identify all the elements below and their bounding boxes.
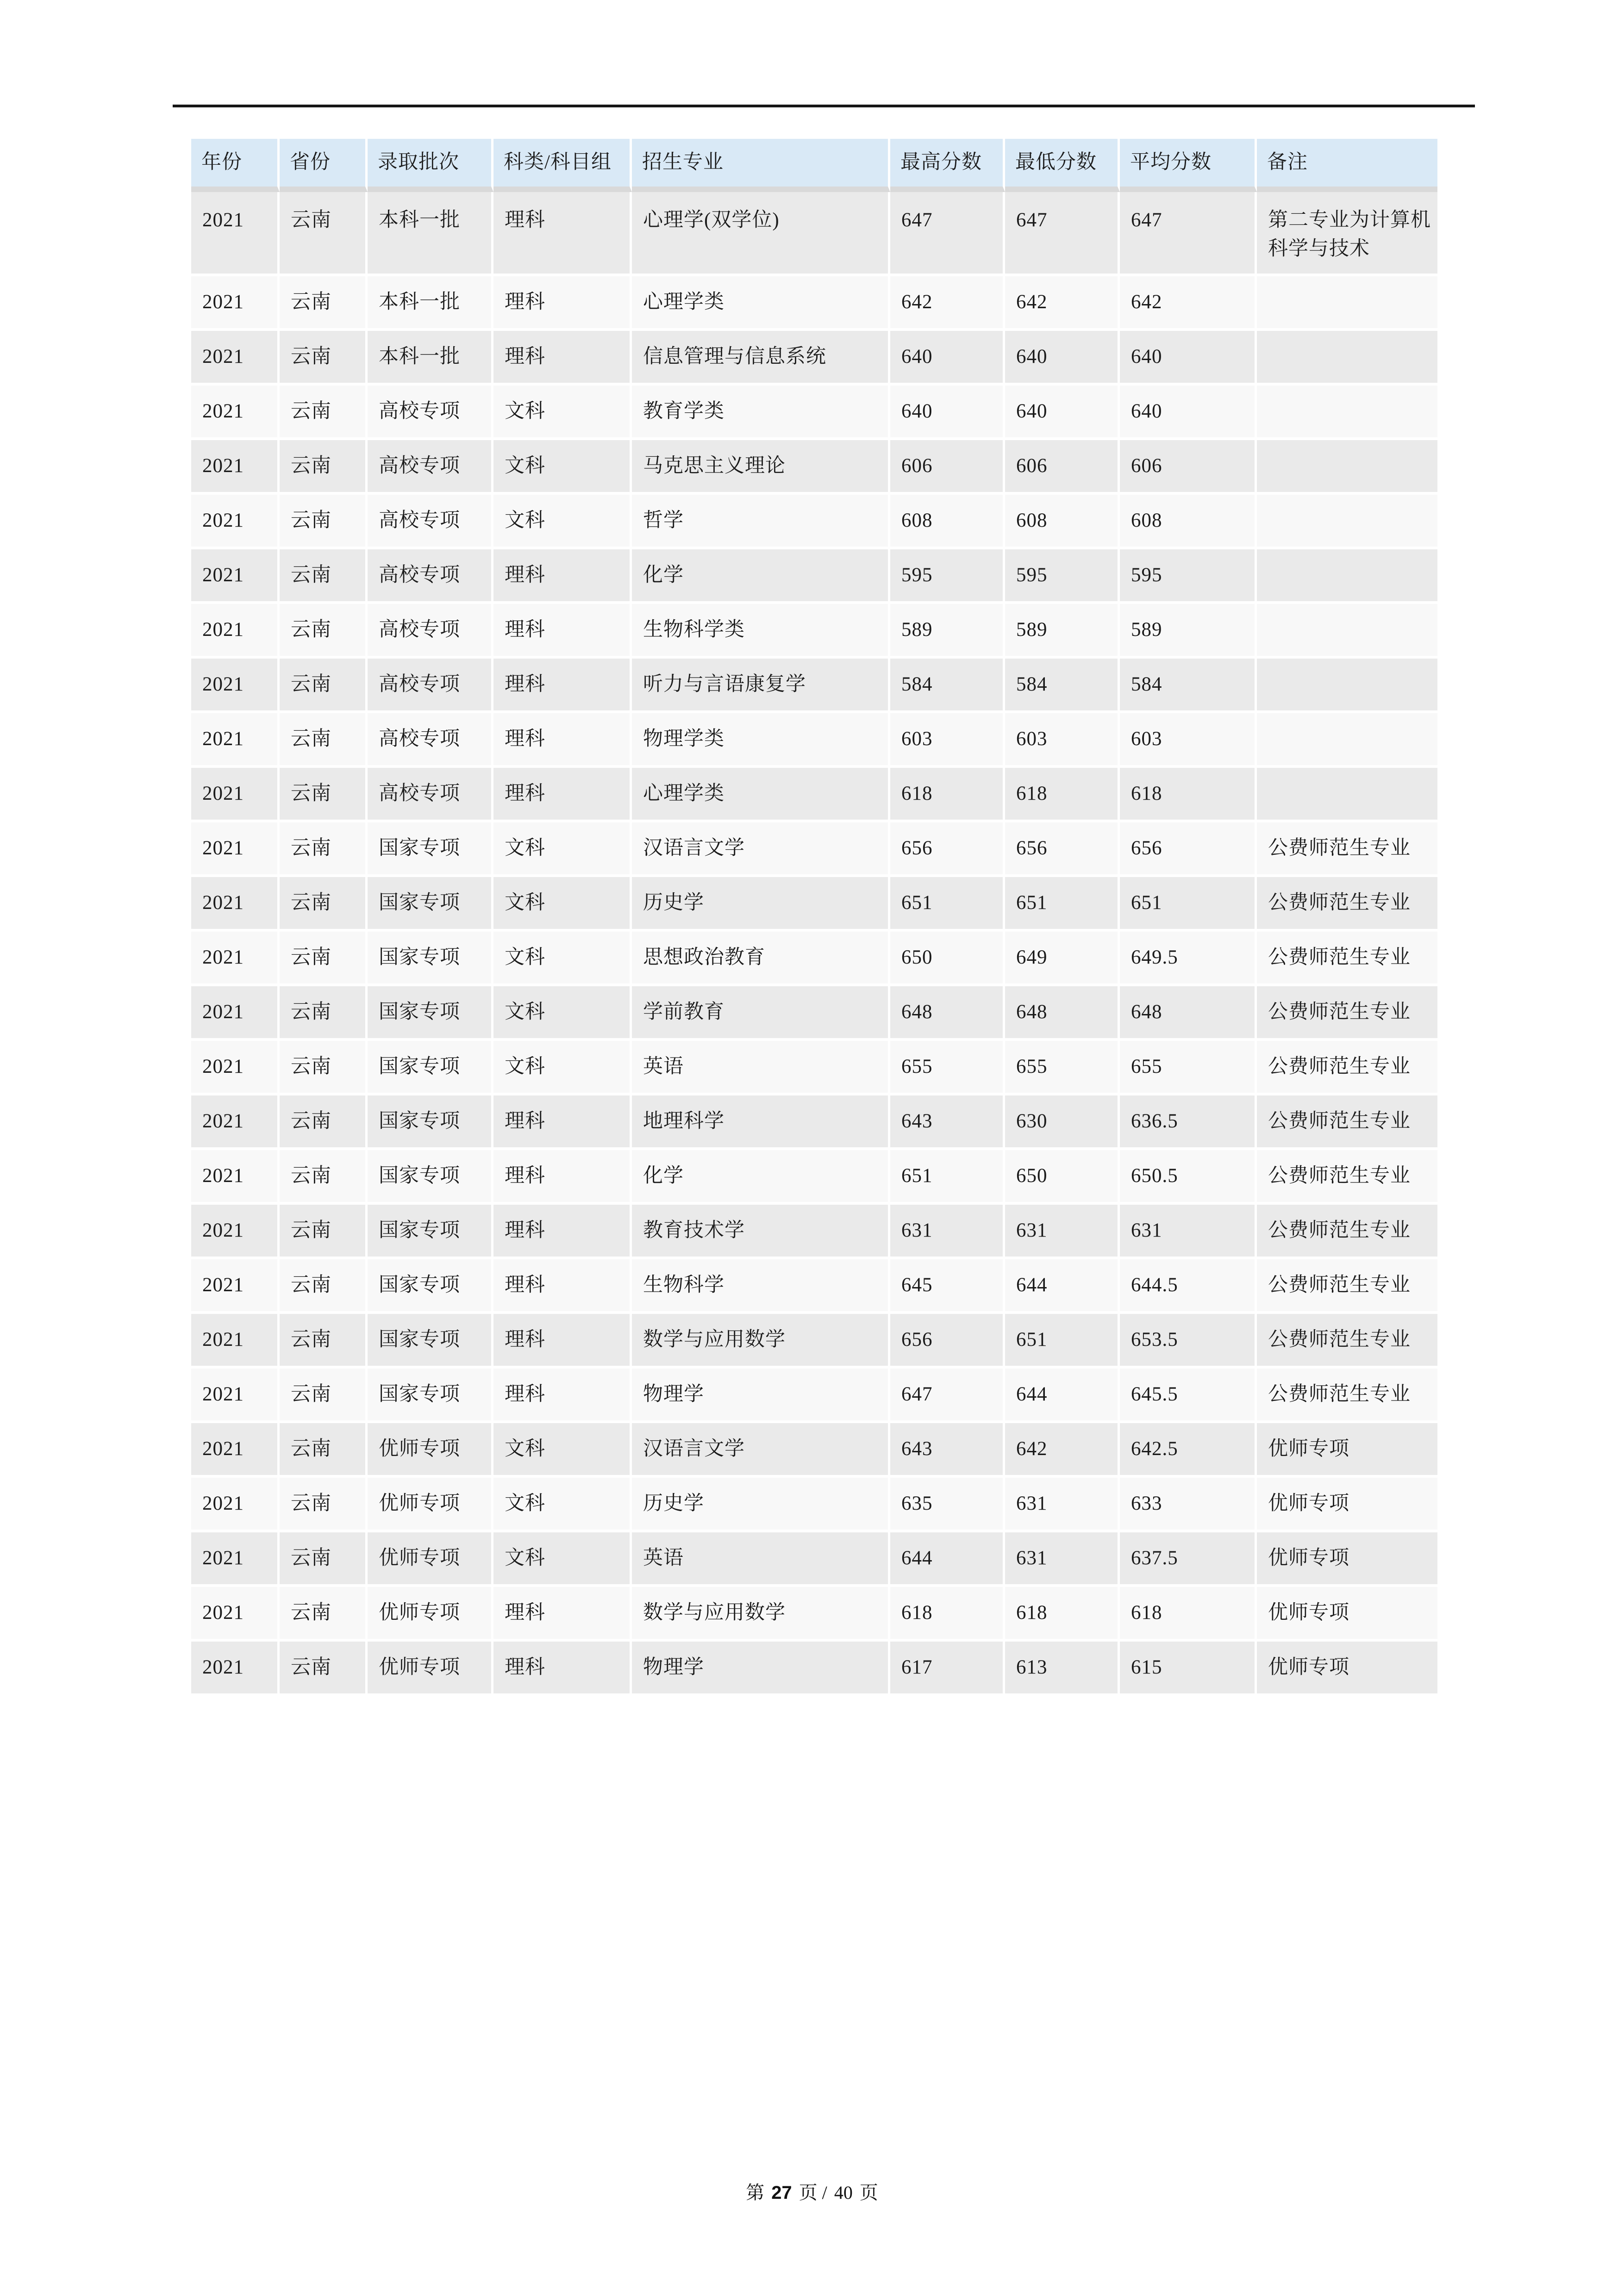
cell-min_score: 644: [1005, 1369, 1120, 1423]
cell-province: 云南: [280, 549, 368, 604]
footer-prefix: 第: [746, 2182, 765, 2203]
cell-province: 云南: [280, 1095, 368, 1150]
cell-min_score: 648: [1005, 986, 1120, 1041]
cell-avg_score: 647: [1120, 192, 1257, 276]
cell-province: 云南: [280, 192, 368, 276]
cell-batch: 高校专项: [368, 604, 493, 659]
cell-max_score: 643: [890, 1095, 1005, 1150]
cell-batch: 高校专项: [368, 386, 493, 440]
cell-subject_group: 理科: [493, 331, 632, 386]
cell-remark: [1257, 386, 1437, 440]
cell-subject_group: 文科: [493, 877, 632, 932]
cell-remark: 公费师范生专业: [1257, 1205, 1437, 1259]
cell-batch: 国家专项: [368, 1095, 493, 1150]
cell-avg_score: 636.5: [1120, 1095, 1257, 1150]
cell-major: 心理学(双学位): [632, 192, 890, 276]
cell-batch: 国家专项: [368, 877, 493, 932]
cell-major: 信息管理与信息系统: [632, 331, 890, 386]
cell-batch: 国家专项: [368, 1150, 493, 1205]
table-row: [191, 877, 1437, 932]
table-row: [191, 768, 1437, 822]
table-row: [191, 1314, 1437, 1369]
cell-max_score: 584: [890, 659, 1005, 713]
table-row: [191, 659, 1437, 713]
cell-remark: [1257, 768, 1437, 822]
cell-subject_group: 文科: [493, 1041, 632, 1095]
cell-province: 云南: [280, 1423, 368, 1478]
cell-remark: 优师专项: [1257, 1642, 1437, 1696]
cell-min_score: 606: [1005, 440, 1120, 495]
cell-year: 2021: [191, 331, 280, 386]
cell-major: 地理科学: [632, 1095, 890, 1150]
table-row: [191, 1423, 1437, 1478]
table-row: [191, 331, 1437, 386]
cell-min_score: 631: [1005, 1478, 1120, 1532]
cell-avg_score: 642: [1120, 276, 1257, 331]
cell-province: 云南: [280, 1259, 368, 1314]
cell-max_score: 603: [890, 713, 1005, 768]
cell-remark: [1257, 549, 1437, 604]
cell-batch: 国家专项: [368, 822, 493, 877]
table-row: [191, 1587, 1437, 1642]
cell-subject_group: 理科: [493, 659, 632, 713]
cell-min_score: 655: [1005, 1041, 1120, 1095]
cell-province: 云南: [280, 495, 368, 549]
cell-year: 2021: [191, 822, 280, 877]
cell-avg_score: 584: [1120, 659, 1257, 713]
cell-avg_score: 650.5: [1120, 1150, 1257, 1205]
cell-max_score: 643: [890, 1423, 1005, 1478]
cell-avg_score: 637.5: [1120, 1532, 1257, 1587]
cell-min_score: 589: [1005, 604, 1120, 659]
cell-avg_score: 631: [1120, 1205, 1257, 1259]
column-header-avg_score: 平均分数: [1120, 139, 1257, 192]
cell-year: 2021: [191, 1642, 280, 1696]
cell-max_score: 640: [890, 331, 1005, 386]
cell-max_score: 589: [890, 604, 1005, 659]
cell-max_score: 655: [890, 1041, 1005, 1095]
cell-major: 哲学: [632, 495, 890, 549]
cell-province: 云南: [280, 659, 368, 713]
cell-major: 英语: [632, 1532, 890, 1587]
cell-min_score: 651: [1005, 1314, 1120, 1369]
cell-remark: 公费师范生专业: [1257, 822, 1437, 877]
column-header-province: 省份: [280, 139, 368, 192]
cell-max_score: 642: [890, 276, 1005, 331]
cell-min_score: 608: [1005, 495, 1120, 549]
cell-year: 2021: [191, 495, 280, 549]
cell-avg_score: 640: [1120, 386, 1257, 440]
cell-avg_score: 618: [1120, 1587, 1257, 1642]
cell-max_score: 640: [890, 386, 1005, 440]
cell-province: 云南: [280, 1150, 368, 1205]
cell-batch: 高校专项: [368, 440, 493, 495]
cell-major: 汉语言文学: [632, 822, 890, 877]
cell-province: 云南: [280, 1041, 368, 1095]
cell-avg_score: 606: [1120, 440, 1257, 495]
cell-batch: 本科一批: [368, 192, 493, 276]
footer-page-label: 页 /: [799, 2182, 827, 2203]
cell-avg_score: 589: [1120, 604, 1257, 659]
table-row: [191, 192, 1437, 276]
column-header-year: 年份: [191, 139, 280, 192]
cell-batch: 高校专项: [368, 768, 493, 822]
cell-min_score: 603: [1005, 713, 1120, 768]
table-row: [191, 1095, 1437, 1150]
cell-province: 云南: [280, 440, 368, 495]
cell-subject_group: 文科: [493, 1423, 632, 1478]
cell-major: 历史学: [632, 1478, 890, 1532]
cell-year: 2021: [191, 440, 280, 495]
cell-batch: 优师专项: [368, 1423, 493, 1478]
cell-year: 2021: [191, 932, 280, 986]
column-header-batch: 录取批次: [368, 139, 493, 192]
cell-avg_score: 633: [1120, 1478, 1257, 1532]
cell-max_score: 647: [890, 192, 1005, 276]
cell-avg_score: 655: [1120, 1041, 1257, 1095]
cell-major: 心理学类: [632, 276, 890, 331]
cell-year: 2021: [191, 604, 280, 659]
cell-subject_group: 理科: [493, 192, 632, 276]
cell-max_score: 606: [890, 440, 1005, 495]
cell-subject_group: 文科: [493, 495, 632, 549]
cell-min_score: 640: [1005, 331, 1120, 386]
cell-major: 学前教育: [632, 986, 890, 1041]
cell-min_score: 647: [1005, 192, 1120, 276]
cell-max_score: 648: [890, 986, 1005, 1041]
cell-min_score: 656: [1005, 822, 1120, 877]
cell-remark: 公费师范生专业: [1257, 1150, 1437, 1205]
cell-avg_score: 642.5: [1120, 1423, 1257, 1478]
cell-subject_group: 理科: [493, 1587, 632, 1642]
table-row: [191, 1478, 1437, 1532]
cell-year: 2021: [191, 1478, 280, 1532]
cell-batch: 优师专项: [368, 1478, 493, 1532]
cell-major: 听力与言语康复学: [632, 659, 890, 713]
cell-remark: 公费师范生专业: [1257, 877, 1437, 932]
cell-province: 云南: [280, 822, 368, 877]
column-header-subject_group: 科类/科目组: [493, 139, 632, 192]
cell-year: 2021: [191, 386, 280, 440]
cell-batch: 优师专项: [368, 1587, 493, 1642]
table-row: [191, 932, 1437, 986]
table-row: [191, 1532, 1437, 1587]
table-row: [191, 549, 1437, 604]
cell-remark: 公费师范生专业: [1257, 1259, 1437, 1314]
cell-subject_group: 理科: [493, 604, 632, 659]
cell-year: 2021: [191, 1259, 280, 1314]
cell-major: 数学与应用数学: [632, 1587, 890, 1642]
cell-remark: [1257, 713, 1437, 768]
cell-remark: 优师专项: [1257, 1478, 1437, 1532]
cell-max_score: 645: [890, 1259, 1005, 1314]
table-body: [191, 192, 1437, 1696]
cell-avg_score: 615: [1120, 1642, 1257, 1696]
cell-province: 云南: [280, 877, 368, 932]
cell-batch: 优师专项: [368, 1532, 493, 1587]
table-row: [191, 1369, 1437, 1423]
cell-min_score: 631: [1005, 1532, 1120, 1587]
cell-year: 2021: [191, 1369, 280, 1423]
cell-max_score: 656: [890, 1314, 1005, 1369]
cell-avg_score: 595: [1120, 549, 1257, 604]
cell-max_score: 618: [890, 1587, 1005, 1642]
cell-subject_group: 文科: [493, 822, 632, 877]
cell-max_score: 595: [890, 549, 1005, 604]
cell-remark: 公费师范生专业: [1257, 1314, 1437, 1369]
cell-province: 云南: [280, 386, 368, 440]
cell-year: 2021: [191, 986, 280, 1041]
cell-subject_group: 文科: [493, 386, 632, 440]
cell-min_score: 631: [1005, 1205, 1120, 1259]
cell-avg_score: 618: [1120, 768, 1257, 822]
table-row: [191, 1041, 1437, 1095]
cell-remark: 公费师范生专业: [1257, 932, 1437, 986]
cell-subject_group: 理科: [493, 276, 632, 331]
cell-remark: 公费师范生专业: [1257, 986, 1437, 1041]
cell-min_score: 613: [1005, 1642, 1120, 1696]
cell-batch: 优师专项: [368, 1642, 493, 1696]
cell-subject_group: 理科: [493, 1259, 632, 1314]
cell-min_score: 642: [1005, 276, 1120, 331]
cell-batch: 国家专项: [368, 1259, 493, 1314]
cell-max_score: 635: [890, 1478, 1005, 1532]
cell-year: 2021: [191, 659, 280, 713]
cell-remark: 第二专业为计算机科学与技术: [1257, 192, 1437, 276]
cell-min_score: 650: [1005, 1150, 1120, 1205]
cell-subject_group: 文科: [493, 1532, 632, 1587]
cell-province: 云南: [280, 713, 368, 768]
cell-major: 化学: [632, 549, 890, 604]
cell-major: 汉语言文学: [632, 1423, 890, 1478]
cell-year: 2021: [191, 192, 280, 276]
cell-max_score: 656: [890, 822, 1005, 877]
cell-province: 云南: [280, 1205, 368, 1259]
table-row: [191, 604, 1437, 659]
cell-province: 云南: [280, 331, 368, 386]
cell-year: 2021: [191, 877, 280, 932]
cell-province: 云南: [280, 604, 368, 659]
cell-batch: 国家专项: [368, 986, 493, 1041]
cell-province: 云南: [280, 1478, 368, 1532]
cell-avg_score: 645.5: [1120, 1369, 1257, 1423]
cell-batch: 国家专项: [368, 1369, 493, 1423]
cell-subject_group: 文科: [493, 440, 632, 495]
cell-avg_score: 640: [1120, 331, 1257, 386]
cell-remark: [1257, 659, 1437, 713]
cell-max_score: 651: [890, 877, 1005, 932]
table-row: [191, 713, 1437, 768]
cell-max_score: 650: [890, 932, 1005, 986]
admission-score-table: [191, 139, 1437, 1696]
cell-year: 2021: [191, 1041, 280, 1095]
cell-major: 物理学: [632, 1369, 890, 1423]
table-row: [191, 1259, 1437, 1314]
cell-min_score: 651: [1005, 877, 1120, 932]
cell-batch: 高校专项: [368, 659, 493, 713]
cell-min_score: 595: [1005, 549, 1120, 604]
cell-year: 2021: [191, 1423, 280, 1478]
cell-avg_score: 644.5: [1120, 1259, 1257, 1314]
footer-current-page: 27: [771, 2183, 792, 2203]
cell-batch: 国家专项: [368, 1314, 493, 1369]
cell-major: 思想政治教育: [632, 932, 890, 986]
cell-year: 2021: [191, 1150, 280, 1205]
page-footer: [0, 2178, 1624, 2204]
cell-subject_group: 文科: [493, 986, 632, 1041]
cell-remark: 公费师范生专业: [1257, 1095, 1437, 1150]
cell-remark: 公费师范生专业: [1257, 1369, 1437, 1423]
footer-suffix: 页: [859, 2182, 878, 2203]
column-header-min_score: 最低分数: [1005, 139, 1120, 192]
cell-province: 云南: [280, 986, 368, 1041]
cell-year: 2021: [191, 1532, 280, 1587]
cell-batch: 国家专项: [368, 1041, 493, 1095]
cell-remark: [1257, 276, 1437, 331]
cell-subject_group: 理科: [493, 1369, 632, 1423]
footer-total-pages: 40: [834, 2182, 853, 2203]
cell-remark: [1257, 495, 1437, 549]
cell-year: 2021: [191, 768, 280, 822]
cell-major: 教育技术学: [632, 1205, 890, 1259]
cell-max_score: 647: [890, 1369, 1005, 1423]
cell-year: 2021: [191, 1587, 280, 1642]
table-row: [191, 276, 1437, 331]
cell-max_score: 631: [890, 1205, 1005, 1259]
cell-subject_group: 文科: [493, 1478, 632, 1532]
cell-remark: [1257, 440, 1437, 495]
cell-remark: 优师专项: [1257, 1587, 1437, 1642]
cell-year: 2021: [191, 549, 280, 604]
cell-avg_score: 651: [1120, 877, 1257, 932]
cell-major: 物理学: [632, 1642, 890, 1696]
cell-major: 数学与应用数学: [632, 1314, 890, 1369]
cell-subject_group: 理科: [493, 1314, 632, 1369]
cell-min_score: 640: [1005, 386, 1120, 440]
table-row: [191, 1150, 1437, 1205]
cell-min_score: 649: [1005, 932, 1120, 986]
cell-province: 云南: [280, 1587, 368, 1642]
table-row: [191, 495, 1437, 549]
cell-year: 2021: [191, 1205, 280, 1259]
cell-remark: 优师专项: [1257, 1532, 1437, 1587]
cell-year: 2021: [191, 1314, 280, 1369]
cell-major: 物理学类: [632, 713, 890, 768]
cell-avg_score: 656: [1120, 822, 1257, 877]
cell-max_score: 618: [890, 768, 1005, 822]
cell-avg_score: 603: [1120, 713, 1257, 768]
cell-remark: [1257, 604, 1437, 659]
cell-subject_group: 文科: [493, 932, 632, 986]
cell-major: 化学: [632, 1150, 890, 1205]
cell-avg_score: 608: [1120, 495, 1257, 549]
cell-major: 历史学: [632, 877, 890, 932]
table-header: [191, 139, 1437, 192]
cell-batch: 本科一批: [368, 331, 493, 386]
cell-major: 马克思主义理论: [632, 440, 890, 495]
cell-min_score: 618: [1005, 1587, 1120, 1642]
cell-province: 云南: [280, 1532, 368, 1587]
cell-major: 心理学类: [632, 768, 890, 822]
cell-major: 英语: [632, 1041, 890, 1095]
cell-major: 生物科学: [632, 1259, 890, 1314]
cell-year: 2021: [191, 276, 280, 331]
table-row: [191, 986, 1437, 1041]
cell-avg_score: 653.5: [1120, 1314, 1257, 1369]
cell-province: 云南: [280, 1314, 368, 1369]
cell-max_score: 617: [890, 1642, 1005, 1696]
table-row: [191, 1642, 1437, 1696]
cell-batch: 高校专项: [368, 549, 493, 604]
cell-subject_group: 理科: [493, 768, 632, 822]
cell-subject_group: 理科: [493, 1095, 632, 1150]
cell-avg_score: 649.5: [1120, 932, 1257, 986]
cell-province: 云南: [280, 276, 368, 331]
cell-subject_group: 理科: [493, 549, 632, 604]
cell-max_score: 651: [890, 1150, 1005, 1205]
cell-major: 教育学类: [632, 386, 890, 440]
cell-remark: 公费师范生专业: [1257, 1041, 1437, 1095]
cell-min_score: 618: [1005, 768, 1120, 822]
cell-subject_group: 理科: [493, 1150, 632, 1205]
cell-province: 云南: [280, 1642, 368, 1696]
cell-min_score: 630: [1005, 1095, 1120, 1150]
cell-year: 2021: [191, 1095, 280, 1150]
cell-province: 云南: [280, 932, 368, 986]
cell-batch: 国家专项: [368, 1205, 493, 1259]
column-header-major: 招生专业: [632, 139, 890, 192]
table-row: [191, 822, 1437, 877]
cell-province: 云南: [280, 768, 368, 822]
table-row: [191, 1205, 1437, 1259]
cell-batch: 本科一批: [368, 276, 493, 331]
cell-subject_group: 理科: [493, 1205, 632, 1259]
cell-batch: 高校专项: [368, 713, 493, 768]
cell-avg_score: 648: [1120, 986, 1257, 1041]
cell-max_score: 644: [890, 1532, 1005, 1587]
cell-max_score: 608: [890, 495, 1005, 549]
cell-min_score: 644: [1005, 1259, 1120, 1314]
table-row: [191, 440, 1437, 495]
cell-subject_group: 理科: [493, 713, 632, 768]
column-header-remark: 备注: [1257, 139, 1437, 192]
column-header-max_score: 最高分数: [890, 139, 1005, 192]
cell-year: 2021: [191, 713, 280, 768]
cell-batch: 国家专项: [368, 932, 493, 986]
cell-remark: [1257, 331, 1437, 386]
cell-subject_group: 理科: [493, 1642, 632, 1696]
cell-min_score: 642: [1005, 1423, 1120, 1478]
cell-min_score: 584: [1005, 659, 1120, 713]
table-row: [191, 386, 1437, 440]
table-header-row: [191, 139, 1437, 192]
cell-major: 生物科学类: [632, 604, 890, 659]
cell-remark: 优师专项: [1257, 1423, 1437, 1478]
page-header-rule: [173, 105, 1475, 107]
cell-province: 云南: [280, 1369, 368, 1423]
cell-batch: 高校专项: [368, 495, 493, 549]
